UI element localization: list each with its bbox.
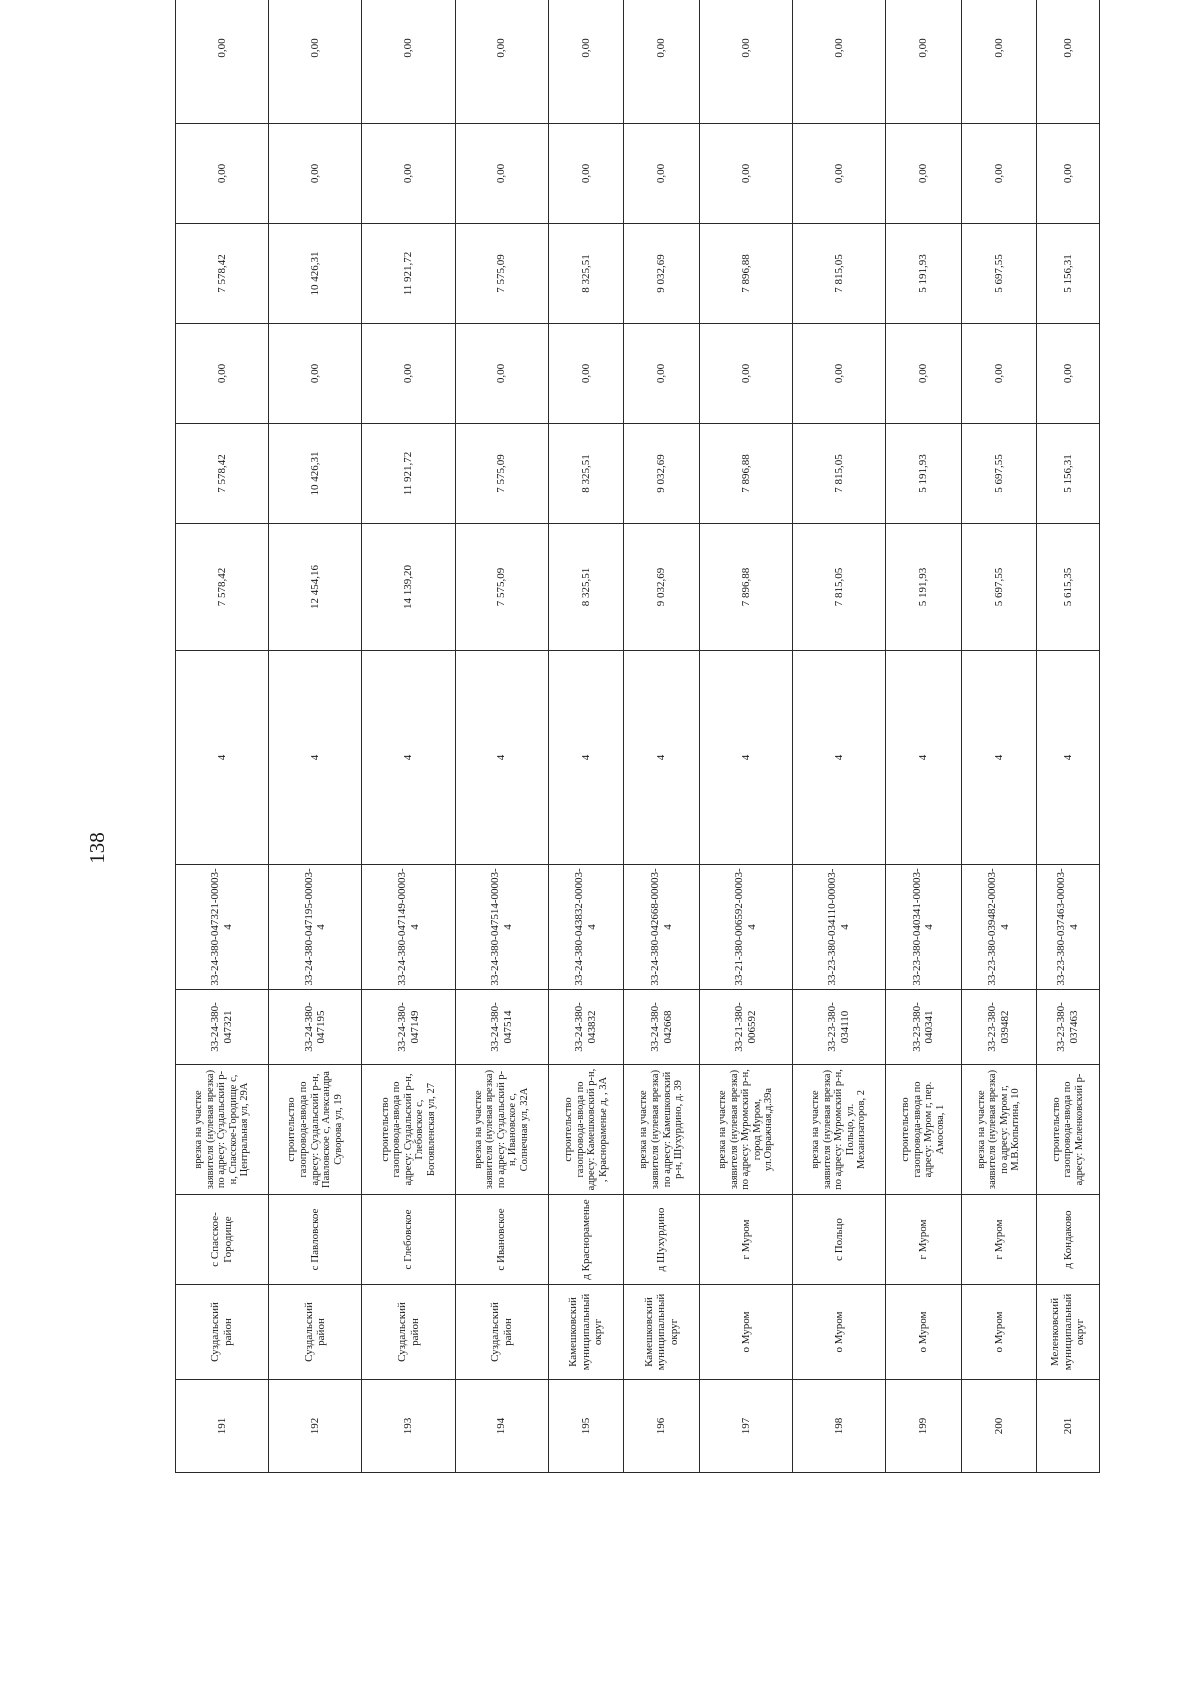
district-cell: Суздальский район (269, 1285, 362, 1380)
cadastral-number-cell: 33-24-380-047514 (455, 990, 548, 1065)
value-3-cell: 0,00 (886, 324, 961, 424)
cadastral-number-cell: 33-24-380-042668 (624, 990, 699, 1065)
table-row (886, 0, 961, 1473)
object-id-cell: 33-24-380-047195-00003-4 (269, 865, 362, 990)
district-cell: Меленковский муниципальный округ (1037, 1285, 1100, 1380)
district-cell: Камешковский муниципальный округ (548, 1285, 623, 1380)
value-2-cell: 7 896,88 (699, 424, 792, 524)
value-2-cell: 8 325,51 (548, 424, 623, 524)
district-cell: Суздальский район (455, 1285, 548, 1380)
category-cell: 4 (624, 651, 699, 865)
table-row (269, 0, 362, 1473)
value-6-cell: 0,00 (886, 0, 961, 124)
value-5-cell: 0,00 (961, 124, 1036, 224)
category-cell: 4 (176, 651, 269, 865)
value-5-cell: 0,00 (455, 124, 548, 224)
value-3-cell: 0,00 (624, 324, 699, 424)
locality-cell: д Кондаково (1037, 1195, 1100, 1285)
work-description-cell: строительство газопровода-ввода по адресу: Муром г, пер. Амосова, 1 (886, 1065, 961, 1195)
district-cell: Суздальский район (176, 1285, 269, 1380)
category-cell: 4 (548, 651, 623, 865)
cadastral-number-cell: 33-23-380-037463 (1037, 990, 1100, 1065)
locality-cell: с Глебовское (362, 1195, 455, 1285)
data-table (175, 0, 1100, 1473)
value-3-cell: 0,00 (1037, 324, 1100, 424)
cadastral-number-cell: 33-23-380-040341 (886, 990, 961, 1065)
work-description-cell: врезка на участке заявителя (нулевая врезка) по адресу: Муром г, М.В.Копытина, 10 (961, 1065, 1036, 1195)
district-cell: о Муром (699, 1285, 792, 1380)
category-cell: 4 (699, 651, 792, 865)
page-number: 138 (84, 832, 109, 864)
value-1-cell: 5 191,93 (886, 524, 961, 651)
row-number-cell: 191 (176, 1380, 269, 1473)
value-6-cell: 0,00 (792, 0, 885, 124)
row-number-cell: 194 (455, 1380, 548, 1473)
value-1-cell: 12 454,16 (269, 524, 362, 651)
value-4-cell: 7 578,42 (176, 224, 269, 324)
value-4-cell: 11 921,72 (362, 224, 455, 324)
table-row (362, 0, 455, 1473)
value-1-cell: 9 032,69 (624, 524, 699, 651)
table-row (1037, 0, 1100, 1473)
locality-cell: г Муром (699, 1195, 792, 1285)
locality-cell: г Муром (961, 1195, 1036, 1285)
district-cell: о Муром (792, 1285, 885, 1380)
value-3-cell: 0,00 (269, 324, 362, 424)
table-container (175, 38, 1100, 1473)
cadastral-number-cell: 33-23-380-039482 (961, 990, 1036, 1065)
cadastral-number-cell: 33-21-380-006592 (699, 990, 792, 1065)
value-5-cell: 0,00 (792, 124, 885, 224)
value-1-cell: 5 697,55 (961, 524, 1036, 651)
category-cell: 4 (362, 651, 455, 865)
value-3-cell: 0,00 (548, 324, 623, 424)
value-2-cell: 5 156,31 (1037, 424, 1100, 524)
value-2-cell: 9 032,69 (624, 424, 699, 524)
object-id-cell: 33-21-380-006592-00003-4 (699, 865, 792, 990)
table-row (961, 0, 1036, 1473)
work-description-cell: строительство газопровода-ввода по адресу: Суздальский р-н, Глебовское с, Богоявленская ул, 27 (362, 1065, 455, 1195)
value-2-cell: 7 575,09 (455, 424, 548, 524)
category-cell: 4 (961, 651, 1036, 865)
row-number-cell: 201 (1037, 1380, 1100, 1473)
work-description-cell: врезка на участке заявителя (нулевая врезка) по адресу: Суздальский р-н, Спасское-Городище с, Центральная ул, 29А (176, 1065, 269, 1195)
table-body (176, 0, 1100, 1473)
object-id-cell: 33-24-380-047149-00003-4 (362, 865, 455, 990)
value-2-cell: 7 815,05 (792, 424, 885, 524)
row-number-cell: 198 (792, 1380, 885, 1473)
value-2-cell: 10 426,31 (269, 424, 362, 524)
object-id-cell: 33-24-380-047514-00003-4 (455, 865, 548, 990)
cadastral-number-cell: 33-24-380-047149 (362, 990, 455, 1065)
value-4-cell: 5 697,55 (961, 224, 1036, 324)
table-row (548, 0, 623, 1473)
value-5-cell: 0,00 (624, 124, 699, 224)
district-cell: Суздальский район (362, 1285, 455, 1380)
value-1-cell: 8 325,51 (548, 524, 623, 651)
district-cell: Камешковский муниципальный округ (624, 1285, 699, 1380)
row-number-cell: 199 (886, 1380, 961, 1473)
table-row (455, 0, 548, 1473)
category-cell: 4 (269, 651, 362, 865)
district-cell: о Муром (886, 1285, 961, 1380)
value-5-cell: 0,00 (176, 124, 269, 224)
cadastral-number-cell: 33-24-380-047321 (176, 990, 269, 1065)
work-description-cell: врезка на участке заявителя (нулевая врезка) по адресу: Муромский р-н, Польцо, ул. Механизаторов, 2 (792, 1065, 885, 1195)
work-description-cell: врезка на участке заявителя (нулевая врезка) по адресу: Муромский р-н, город Муром, ул.Овражная,д.39а (699, 1065, 792, 1195)
category-cell: 4 (455, 651, 548, 865)
value-3-cell: 0,00 (792, 324, 885, 424)
object-id-cell: 33-23-380-034110-00003-4 (792, 865, 885, 990)
value-6-cell: 0,00 (961, 0, 1036, 124)
cadastral-number-cell: 33-24-380-043832 (548, 990, 623, 1065)
value-2-cell: 5 697,55 (961, 424, 1036, 524)
value-6-cell: 0,00 (699, 0, 792, 124)
row-number-cell: 197 (699, 1380, 792, 1473)
locality-cell: с Ивановское (455, 1195, 548, 1285)
locality-cell: д Краснораменье (548, 1195, 623, 1285)
object-id-cell: 33-23-380-037463-00003-4 (1037, 865, 1100, 990)
value-5-cell: 0,00 (362, 124, 455, 224)
value-1-cell: 14 139,20 (362, 524, 455, 651)
value-6-cell: 0,00 (362, 0, 455, 124)
value-3-cell: 0,00 (699, 324, 792, 424)
work-description-cell: врезка на участке заявителя (нулевая врезка) по адресу: Камешковский р-н, Шухурдино, д. 39 (624, 1065, 699, 1195)
locality-cell: с Польцо (792, 1195, 885, 1285)
value-5-cell: 0,00 (548, 124, 623, 224)
row-number-cell: 196 (624, 1380, 699, 1473)
value-5-cell: 0,00 (699, 124, 792, 224)
value-1-cell: 7 578,42 (176, 524, 269, 651)
value-2-cell: 5 191,93 (886, 424, 961, 524)
value-1-cell: 5 615,35 (1037, 524, 1100, 651)
value-4-cell: 7 575,09 (455, 224, 548, 324)
object-id-cell: 33-23-380-040341-00003-4 (886, 865, 961, 990)
value-2-cell: 11 921,72 (362, 424, 455, 524)
work-description-cell: строительство газопровода-ввода по адресу: Суздальский р-н, Павловское с, Александра Суворова ул, 19 (269, 1065, 362, 1195)
value-3-cell: 0,00 (176, 324, 269, 424)
work-description-cell: врезка на участке заявителя (нулевая врезка) по адресу: Суздальский р-н, Ивановское с, Солнечная ул, 32А (455, 1065, 548, 1195)
value-4-cell: 7 815,05 (792, 224, 885, 324)
district-cell: о Муром (961, 1285, 1036, 1380)
value-1-cell: 7 815,05 (792, 524, 885, 651)
value-4-cell: 5 191,93 (886, 224, 961, 324)
value-6-cell: 0,00 (548, 0, 623, 124)
value-4-cell: 9 032,69 (624, 224, 699, 324)
category-cell: 4 (886, 651, 961, 865)
value-4-cell: 8 325,51 (548, 224, 623, 324)
table-row (176, 0, 269, 1473)
value-1-cell: 7 896,88 (699, 524, 792, 651)
value-6-cell: 0,00 (269, 0, 362, 124)
object-id-cell: 33-23-380-039482-00003-4 (961, 865, 1036, 990)
locality-cell: д Шухурдино (624, 1195, 699, 1285)
value-4-cell: 10 426,31 (269, 224, 362, 324)
work-description-cell: строительство газопровода-ввода по адресу: Меленковский р- (1037, 1065, 1100, 1195)
table-row (699, 0, 792, 1473)
table-row (624, 0, 699, 1473)
value-5-cell: 0,00 (269, 124, 362, 224)
value-6-cell: 0,00 (176, 0, 269, 124)
category-cell: 4 (792, 651, 885, 865)
cadastral-number-cell: 33-23-380-034110 (792, 990, 885, 1065)
row-number-cell: 192 (269, 1380, 362, 1473)
locality-cell: с Спасское-Городище (176, 1195, 269, 1285)
value-1-cell: 7 575,09 (455, 524, 548, 651)
cadastral-number-cell: 33-24-380-047195 (269, 990, 362, 1065)
value-6-cell: 0,00 (455, 0, 548, 124)
object-id-cell: 33-24-380-047321-00003-4 (176, 865, 269, 990)
row-number-cell: 200 (961, 1380, 1036, 1473)
value-3-cell: 0,00 (961, 324, 1036, 424)
value-2-cell: 7 578,42 (176, 424, 269, 524)
work-description-cell: строительство газопровода-ввода по адресу: Камешковский р-н, , Краснораменье д, , 3А (548, 1065, 623, 1195)
row-number-cell: 195 (548, 1380, 623, 1473)
category-cell: 4 (1037, 651, 1100, 865)
value-4-cell: 5 156,31 (1037, 224, 1100, 324)
value-5-cell: 0,00 (886, 124, 961, 224)
locality-cell: г Муром (886, 1195, 961, 1285)
object-id-cell: 33-24-380-043832-00003-4 (548, 865, 623, 990)
value-4-cell: 7 896,88 (699, 224, 792, 324)
table-row (792, 0, 885, 1473)
row-number-cell: 193 (362, 1380, 455, 1473)
value-6-cell: 0,00 (1037, 0, 1100, 124)
value-5-cell: 0,00 (1037, 124, 1100, 224)
locality-cell: с Павловское (269, 1195, 362, 1285)
value-3-cell: 0,00 (362, 324, 455, 424)
value-3-cell: 0,00 (455, 324, 548, 424)
object-id-cell: 33-24-380-042668-00003-4 (624, 865, 699, 990)
value-6-cell: 0,00 (624, 0, 699, 124)
